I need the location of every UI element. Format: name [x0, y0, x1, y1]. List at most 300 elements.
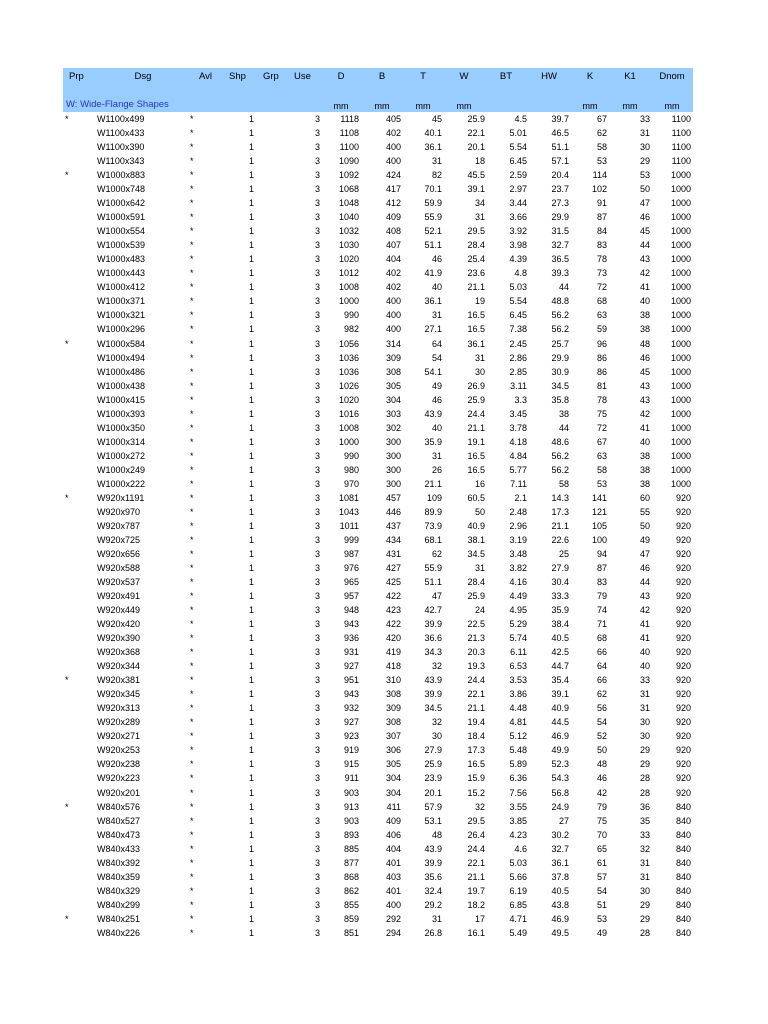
cell-d: 927: [343, 661, 359, 672]
cell-w: 21.1: [467, 871, 485, 882]
cell-hw: 46.9: [551, 731, 569, 742]
col-header-bt: BT: [499, 71, 513, 82]
table-row: [63, 337, 693, 351]
cell-k: 102: [591, 184, 607, 195]
cell-hw: 48.6: [551, 436, 569, 447]
cell-k1: 41: [639, 633, 650, 644]
spreadsheet: [63, 68, 693, 940]
cell-dnom: 1000: [670, 254, 691, 265]
cell-k1: 44: [639, 240, 650, 251]
cell-k1: 32: [639, 843, 650, 854]
cell-b: 303: [385, 408, 401, 419]
cell-w: 23.6: [467, 268, 485, 279]
cell-shp: 1: [248, 464, 254, 475]
cell-k: 53: [596, 156, 607, 167]
cell-b: 420: [385, 633, 401, 644]
cell-w: 38.1: [467, 534, 485, 545]
cell-hw: 44.7: [551, 661, 569, 672]
cell-avl: *: [190, 633, 194, 644]
cell-dsg: W1100x343: [97, 156, 145, 167]
cell-prp: *: [65, 492, 69, 503]
cell-t: 46: [431, 394, 442, 405]
cell-dnom: 840: [675, 927, 691, 938]
table-row: [63, 322, 693, 336]
cell-shp: 1: [248, 717, 254, 728]
cell-w: 26.9: [467, 380, 485, 391]
cell-k1: 49: [639, 534, 650, 545]
cell-use: 3: [314, 282, 320, 293]
cell-k1: 29: [639, 745, 650, 756]
cell-d: 1000: [338, 296, 359, 307]
cell-w: 28.4: [467, 240, 485, 251]
table-row: [63, 786, 693, 800]
cell-bt: 3.44: [509, 198, 527, 209]
cell-k: 72: [596, 422, 607, 433]
cell-d: 1008: [338, 282, 359, 293]
cell-k1: 50: [639, 520, 650, 531]
cell-avl: *: [190, 296, 194, 307]
cell-dnom: 920: [675, 703, 691, 714]
cell-dnom: 920: [675, 759, 691, 770]
cell-t: 40.1: [424, 128, 442, 139]
cell-b: 400: [385, 324, 401, 335]
cell-b: 424: [385, 170, 401, 181]
cell-w: 16.1: [467, 927, 485, 938]
table-row: [63, 884, 693, 898]
cell-t: 26.8: [424, 927, 442, 938]
cell-w: 40.9: [467, 520, 485, 531]
cell-dnom: 840: [675, 913, 691, 924]
cell-k: 86: [596, 352, 607, 363]
cell-hw: 40.5: [551, 885, 569, 896]
cell-hw: 48.8: [551, 296, 569, 307]
cell-bt: 3.82: [509, 563, 527, 573]
cell-dsg: W920x970: [97, 506, 141, 517]
cell-use: 3: [314, 534, 320, 545]
cell-k: 83: [596, 577, 607, 588]
cell-hw: 27: [558, 815, 569, 826]
cell-use: 3: [314, 619, 320, 630]
cell-w: 26.4: [467, 829, 485, 840]
cell-use: 3: [314, 577, 320, 588]
cell-d: 903: [343, 815, 359, 826]
cell-use: 3: [314, 366, 320, 377]
cell-use: 3: [314, 394, 320, 405]
cell-t: 48: [431, 829, 442, 840]
cell-k1: 45: [639, 226, 650, 237]
cell-dsg: W1000x371: [97, 296, 146, 307]
cell-avl: *: [190, 563, 194, 573]
cell-k1: 40: [639, 661, 650, 672]
cell-b: 422: [385, 591, 401, 602]
cell-k: 96: [596, 338, 607, 349]
cell-avl: *: [190, 254, 194, 265]
cell-w: 24: [474, 605, 485, 616]
cell-k: 121: [591, 506, 607, 517]
cell-use: 3: [314, 226, 320, 237]
table-row: [63, 168, 693, 182]
table-row: [63, 729, 693, 743]
cell-dsg: W840x359: [97, 871, 141, 882]
cell-k: 79: [596, 591, 607, 602]
cell-dsg: W920x253: [97, 745, 141, 756]
cell-dsg: W1000x222: [97, 478, 146, 489]
cell-k1: 45: [639, 366, 650, 377]
table-row: [63, 743, 693, 757]
cell-dsg: W1100x390: [97, 142, 145, 153]
cell-t: 43.9: [424, 843, 442, 854]
cell-shp: 1: [248, 899, 254, 910]
cell-hw: 31.5: [551, 226, 569, 237]
cell-bt: 5.74: [509, 633, 527, 644]
cell-hw: 56.2: [551, 450, 569, 461]
table-row: [63, 308, 693, 322]
cell-k: 79: [596, 801, 607, 812]
cell-t: 47: [431, 591, 442, 602]
cell-b: 406: [385, 829, 401, 840]
cell-d: 990: [343, 450, 359, 461]
cell-w: 31: [474, 563, 485, 573]
cell-hw: 43.8: [551, 899, 569, 910]
cell-k: 46: [596, 773, 607, 784]
cell-k1: 31: [639, 871, 650, 882]
cell-shp: 1: [248, 619, 254, 630]
cell-dsg: W920x449: [97, 605, 141, 616]
cell-k: 61: [596, 857, 607, 868]
cell-dsg: W1000x321: [97, 310, 146, 321]
cell-hw: 44: [558, 422, 569, 433]
cell-k: 75: [596, 408, 607, 419]
cell-w: 17.3: [467, 745, 485, 756]
cell-bt: 2.96: [509, 520, 527, 531]
cell-k1: 42: [639, 268, 650, 279]
table-row: [63, 842, 693, 856]
cell-dsg: W1100x433: [97, 128, 145, 139]
cell-shp: 1: [248, 927, 254, 938]
cell-use: 3: [314, 310, 320, 321]
cell-use: 3: [314, 717, 320, 728]
cell-dsg: W1000x314: [97, 436, 146, 447]
cell-avl: *: [190, 843, 194, 854]
cell-dnom: 920: [675, 563, 691, 573]
cell-bt: 3.53: [509, 675, 527, 686]
cell-dsg: W920x344: [97, 661, 141, 672]
cell-dsg: W1000x350: [97, 422, 146, 433]
table-row: [63, 210, 693, 224]
cell-shp: 1: [248, 731, 254, 742]
col-header-t: T: [420, 71, 426, 82]
cell-bt: 4.48: [509, 703, 527, 714]
cell-d: 951: [343, 675, 359, 686]
cell-k1: 46: [639, 352, 650, 363]
cell-w: 19.7: [467, 885, 485, 896]
cell-hw: 14.3: [551, 492, 569, 503]
cell-k: 67: [596, 114, 607, 124]
cell-avl: *: [190, 829, 194, 840]
cell-dnom: 920: [675, 633, 691, 644]
cell-bt: 2.59: [509, 170, 527, 181]
cell-b: 305: [385, 759, 401, 770]
cell-hw: 35.4: [551, 675, 569, 686]
cell-avl: *: [190, 857, 194, 868]
cell-t: 52.1: [424, 226, 442, 237]
cell-use: 3: [314, 142, 320, 153]
cell-hw: 25: [558, 548, 569, 559]
cell-t: 26: [431, 464, 442, 475]
cell-hw: 23.7: [551, 184, 569, 195]
cell-b: 407: [385, 240, 401, 251]
cell-w: 25.9: [467, 591, 485, 602]
cell-shp: 1: [248, 422, 254, 433]
cell-use: 3: [314, 464, 320, 475]
table-row: [63, 393, 693, 407]
cell-bt: 6.45: [509, 310, 527, 321]
cell-w: 24.4: [467, 843, 485, 854]
cell-b: 402: [385, 282, 401, 293]
cell-hw: 54.3: [551, 773, 569, 784]
cell-shp: 1: [248, 282, 254, 293]
cell-b: 408: [385, 226, 401, 237]
cell-w: 29.5: [467, 815, 485, 826]
cell-dnom: 1100: [671, 128, 691, 139]
cell-k: 75: [596, 815, 607, 826]
cell-dnom: 1000: [670, 436, 691, 447]
cell-bt: 3.45: [509, 408, 527, 419]
cell-w: 20.3: [467, 647, 485, 658]
cell-hw: 37.8: [551, 871, 569, 882]
cell-t: 34.3: [424, 647, 442, 658]
cell-shp: 1: [248, 142, 254, 153]
cell-bt: 6.19: [509, 885, 527, 896]
cell-w: 25.9: [467, 114, 485, 124]
cell-dnom: 1000: [670, 198, 691, 209]
cell-b: 300: [385, 450, 401, 461]
table-row: [63, 351, 693, 365]
cell-k1: 33: [639, 829, 650, 840]
cell-dnom: 840: [675, 857, 691, 868]
cell-t: 43.9: [424, 408, 442, 419]
cell-avl: *: [190, 591, 194, 602]
cell-t: 32: [431, 661, 442, 672]
cell-d: 1026: [338, 380, 359, 391]
cell-b: 304: [385, 787, 401, 798]
cell-avl: *: [190, 198, 194, 209]
table-row: [63, 771, 693, 785]
cell-bt: 2.1: [514, 492, 527, 503]
cell-k: 84: [596, 226, 607, 237]
cell-b: 403: [385, 871, 401, 882]
cell-shp: 1: [248, 773, 254, 784]
cell-k1: 40: [639, 647, 650, 658]
cell-t: 30: [431, 731, 442, 742]
cell-t: 31: [431, 310, 442, 321]
cell-shp: 1: [248, 114, 254, 124]
cell-k1: 47: [639, 548, 650, 559]
cell-k1: 29: [639, 156, 650, 167]
cell-dnom: 920: [675, 520, 691, 531]
cell-use: 3: [314, 450, 320, 461]
cell-dnom: 920: [675, 647, 691, 658]
cell-bt: 3.98: [509, 240, 527, 251]
cell-t: 49: [431, 380, 442, 391]
cell-t: 31: [431, 450, 442, 461]
cell-k1: 46: [639, 212, 650, 223]
cell-avl: *: [190, 268, 194, 279]
cell-dsg: W1000x554: [97, 226, 146, 237]
cell-k1: 41: [639, 619, 650, 630]
cell-k1: 28: [639, 773, 650, 784]
cell-w: 50: [474, 506, 485, 517]
cell-w: 24.4: [467, 675, 485, 686]
cell-avl: *: [190, 422, 194, 433]
cell-dsg: W1000x494: [97, 352, 146, 363]
col-header-hw: HW: [541, 71, 557, 82]
cell-dnom: 920: [675, 619, 691, 630]
cell-avl: *: [190, 787, 194, 798]
cell-hw: 32.7: [551, 843, 569, 854]
cell-w: 21.1: [467, 282, 485, 293]
cell-t: 53.1: [424, 815, 442, 826]
cell-dsg: W840x329: [97, 885, 141, 896]
table-row: [63, 154, 693, 168]
cell-use: 3: [314, 422, 320, 433]
cell-k1: 33: [639, 114, 650, 124]
cell-dnom: 1000: [670, 282, 691, 293]
cell-t: 54: [431, 352, 442, 363]
cell-hw: 30.9: [551, 366, 569, 377]
cell-b: 305: [385, 380, 401, 391]
cell-use: 3: [314, 801, 320, 812]
cell-d: 943: [343, 619, 359, 630]
cell-k: 54: [596, 885, 607, 896]
cell-k1: 42: [639, 408, 650, 419]
cell-dsg: W840x251: [97, 913, 141, 924]
cell-k: 91: [596, 198, 607, 209]
cell-t: 70.1: [424, 184, 442, 195]
cell-bt: 5.01: [509, 128, 527, 139]
cell-k1: 35: [639, 815, 650, 826]
table-row: [63, 365, 693, 379]
cell-dnom: 920: [675, 506, 691, 517]
cell-w: 31: [474, 212, 485, 223]
cell-avl: *: [190, 128, 194, 139]
cell-w: 39.1: [467, 184, 485, 195]
cell-bt: 4.95: [509, 605, 527, 616]
cell-bt: 6.36: [509, 773, 527, 784]
cell-hw: 36.5: [551, 254, 569, 265]
cell-d: 885: [343, 843, 359, 854]
cell-avl: *: [190, 899, 194, 910]
cell-avl: *: [190, 619, 194, 630]
cell-bt: 4.8: [514, 268, 527, 279]
cell-k1: 42: [639, 605, 650, 616]
cell-d: 999: [343, 534, 359, 545]
cell-use: 3: [314, 703, 320, 714]
cell-hw: 36.1: [551, 857, 569, 868]
table-row: [63, 407, 693, 421]
cell-b: 446: [385, 506, 401, 517]
cell-hw: 21.1: [551, 520, 569, 531]
cell-k1: 44: [639, 577, 650, 588]
cell-bt: 4.84: [509, 450, 527, 461]
cell-k: 100: [591, 534, 607, 545]
cell-dsg: W1000x296: [97, 324, 146, 335]
cell-w: 32: [474, 801, 485, 812]
table-row: [63, 477, 693, 491]
cell-dsg: W920x537: [97, 577, 141, 588]
cell-use: 3: [314, 605, 320, 616]
cell-k: 73: [596, 268, 607, 279]
cell-dnom: 1000: [670, 394, 691, 405]
cell-avl: *: [190, 478, 194, 489]
cell-k1: 38: [639, 450, 650, 461]
cell-avl: *: [190, 380, 194, 391]
cell-dnom: 920: [675, 661, 691, 672]
cell-use: 3: [314, 352, 320, 363]
table-row: [63, 856, 693, 870]
cell-w: 22.5: [467, 619, 485, 630]
cell-bt: 5.29: [509, 619, 527, 630]
cell-bt: 3.85: [509, 815, 527, 826]
cell-avl: *: [190, 324, 194, 335]
cell-hw: 17.3: [551, 506, 569, 517]
cell-shp: 1: [248, 885, 254, 896]
cell-t: 21.1: [424, 478, 442, 489]
cell-k: 48: [596, 759, 607, 770]
cell-k: 51: [596, 899, 607, 910]
table-row: [63, 140, 693, 154]
unit-d: mm: [333, 101, 349, 111]
table-row: [63, 589, 693, 603]
table-row: [63, 814, 693, 828]
cell-k: 57: [596, 871, 607, 882]
cell-w: 18.2: [467, 899, 485, 910]
cell-avl: *: [190, 759, 194, 770]
header-band: [63, 68, 693, 112]
cell-shp: 1: [248, 254, 254, 265]
cell-shp: 1: [248, 633, 254, 644]
cell-dnom: 1000: [670, 380, 691, 391]
cell-d: 1048: [338, 198, 359, 209]
cell-avl: *: [190, 577, 194, 588]
cell-b: 411: [386, 801, 401, 812]
cell-avl: *: [190, 745, 194, 756]
cell-dsg: W920x656: [97, 548, 141, 559]
cell-k: 63: [596, 310, 607, 321]
cell-hw: 25.7: [551, 338, 569, 349]
cell-shp: 1: [248, 380, 254, 391]
cell-w: 19.4: [467, 717, 485, 728]
cell-b: 309: [385, 703, 401, 714]
cell-b: 400: [385, 296, 401, 307]
cell-t: 29.2: [424, 899, 442, 910]
cell-t: 59.9: [424, 198, 442, 209]
cell-hw: 24.9: [551, 801, 569, 812]
cell-dnom: 840: [675, 885, 691, 896]
cell-w: 19: [474, 296, 485, 307]
section-title: W: Wide-Flange Shapes: [66, 99, 169, 110]
cell-use: 3: [314, 899, 320, 910]
cell-d: 980: [343, 464, 359, 475]
cell-use: 3: [314, 240, 320, 251]
table-row: [63, 463, 693, 477]
cell-use: 3: [314, 408, 320, 419]
cell-hw: 34.5: [551, 380, 569, 391]
cell-b: 425: [385, 577, 401, 588]
cell-t: 62: [431, 548, 442, 559]
table-row: [63, 294, 693, 308]
cell-t: 73.9: [424, 520, 442, 531]
